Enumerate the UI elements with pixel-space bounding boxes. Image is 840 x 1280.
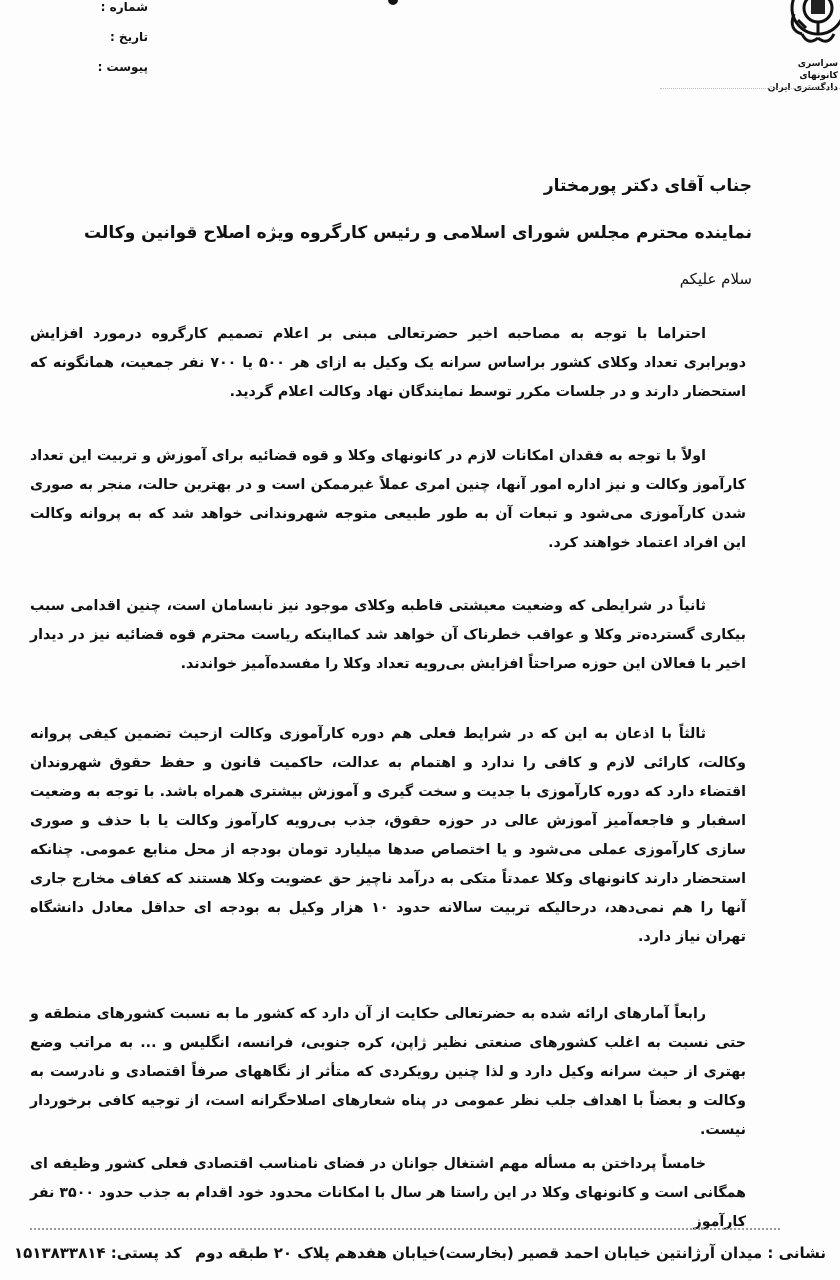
body-paragraph: رابعاً آمارهای ارائه شده به حضرتعالی حکایت از آن دارد که کشور ما به نسبت کشورهای منطقه و حتی نسبت به اغلب کشورهای صنعتی نظیر ژاپن، کره جنوبی، فرانسه، انگلیس و ... به مراتب وضع بهتری از حیث سرانه وکیل دارد و لذا چنین رویکردی که متأثر از نگاههای صرفاً اقتصادی و نادرست به وکالت و بعضاً با اهداف جلب نظر عمومی در پناه شعارهای اصلاحگرانه است، از توجیه کافی برخوردار نیست.	[30, 1006, 746, 1138]
logo-caption-line1: سراسری کانونهای	[797, 59, 838, 81]
body-paragraph: خامساً پرداختن به مسأله مهم اشتغال جوانان در فضای نامناسب اقتصادی فعلی کشور وظیفه ای همگانی است و کانونهای وکلا در این راستا هر سال با امکانات محدود خود اقدام به جذب حدود ۳۵۰۰ نفر کارآموز	[30, 1156, 746, 1230]
body-paragraph: ثالثاً با اذعان به این که در شرایط فعلی هم دوره کارآموزی وکالت ازحیث تضمین کیفی پروانه وکالت، کارائی لازم و کافی را ندارد و اهتمام به عدالت، حاکمیت قانون و حفظ حقوق شهروندان اقتضاء دارد که دوره کارآموزی با جدیت و سخت گیری و آموزش بیشتری همراه باشد. با توجه به وضعیت اسفبار و فاجعه‌آمیز آموزش عالی در حوزه حقوق، جذب بی‌رویه کارآموز وکالت یا با حذف و صوری سازی کارآموزی عملی می‌شود و یا اختصاص صدها میلیارد تومان بودجه از محل منابع عمومی. چنانکه استحضار دارند کانونهای وکلا عمدتاً متکی به درآمد ناچیز حق عضویت وکلا هستند که کفاف مخارج جاری آنها را هم نمی‌دهد، درحالیکه تربیت سالانه حدود ۱۰ هزار وکیل به بودجه ای حداقل معادل دانشگاه تهران نیاز دارد.	[30, 726, 746, 945]
footer-postal-code: کد پستی: ۱۵۱۳۸۳۳۸۱۴	[14, 1244, 182, 1262]
body-paragraph: ثانیاً در شرایطی که وضعیت معیشتی قاطبه وکلای موجود نیز نابسامان است، چنین اقدامی سبب بیکاری گسترده‌تر وکلا و عواقب خطرناک آن خواهد شد کمااینکه ریاست محترم قوه قضائیه نیز در دیدار اخیر با فعالان این حوزه صراحتاً افزایش بی‌رویه تعداد وکلا را مفسده‌آمیز خواندند.	[30, 598, 746, 672]
header-divider	[660, 88, 840, 89]
greeting: سلام علیکم	[679, 270, 752, 288]
bar-association-logo	[758, 0, 840, 100]
body-paragraph: اولاً با توجه به فقدان امکانات لازم در کانونهای وکلا و قوه قضائیه برای آموزش و تربیت این تعداد کارآموز وکالت و نیز اداره امور آنها، چنین امری عملاً غیرممکن است و در بهترین حالت، منجر به صوری شدن کارآموزی می‌شود و تبعات آن به طور طبیعی متوجه شهروندانی خواهد شد که به پروانه وکالت این افراد اعتماد خواهند کرد.	[30, 448, 746, 551]
attachment-label: پیوست :	[97, 60, 148, 74]
number-label: شماره :	[100, 0, 148, 14]
body-paragraph: احتراما با توجه به مصاحبه اخیر حضرتعالی مبنی بر اعلام تصمیم کارگروه درمورد افزایش دوبرابری تعداد وکلای کشور براساس سرانه یک وکیل به ازای هر ۵۰۰ یا ۷۰۰ نفر جمعیت، همانگونه که استحضار دارند و در جلسات مکرر توسط نمایندگان نهاد وکالت اعلام گردید.	[30, 326, 746, 400]
ink-mark	[388, 0, 398, 5]
date-label: تاریخ :	[109, 30, 148, 44]
footer-divider	[30, 1228, 780, 1230]
addressee-title: نماینده محترم مجلس شورای اسلامی و رئیس کارگروه ویژه اصلاح قوانین وکالت	[84, 223, 752, 243]
logo-caption-line2: دادگستری ایران	[767, 83, 838, 93]
addressee-name: جناب آقای دکتر پورمختار	[543, 176, 752, 196]
emblem-icon	[758, 0, 840, 60]
footer-address: نشانی : میدان آرژانتین خیابان احمد قصیر (بخارست)خیابان هفدهم پلاک ۲۰ طبقه دوم	[195, 1244, 826, 1262]
letterhead-footer	[14, 1240, 826, 1266]
